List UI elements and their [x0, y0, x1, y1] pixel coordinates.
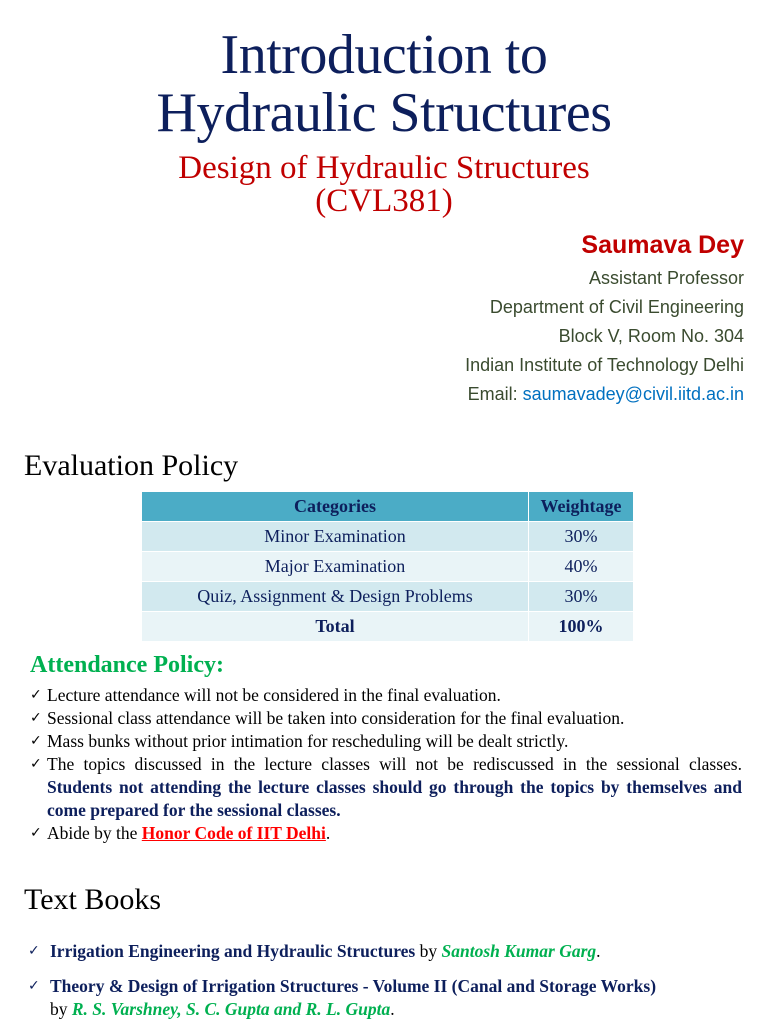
list-item	[30, 822, 742, 845]
table-row	[142, 552, 634, 582]
checkmark-icon: ✓	[30, 733, 42, 749]
weight-cell: 30%	[529, 582, 634, 612]
title-line-1: Introduction to	[220, 24, 548, 86]
weight-cell: 40%	[529, 552, 634, 582]
period-text: .	[390, 999, 395, 1019]
course-subtitle	[0, 152, 768, 218]
list-item	[28, 940, 742, 963]
column-header-categories: Categories	[142, 492, 529, 522]
period-text: .	[596, 941, 601, 961]
book-title: Theory & Design of Irrigation Structures - Volume II (Canal and Storage Works)	[50, 976, 657, 996]
list-item-text: Abide by the	[47, 823, 142, 843]
list-item	[30, 730, 742, 753]
list-item	[30, 684, 742, 707]
by-text: by	[415, 941, 442, 961]
emphasis-text: Students not attending the lecture classes should go through the topics by themselves and come prepared for the sessional classes.	[47, 777, 742, 820]
list-item	[28, 975, 742, 1021]
author-block	[465, 228, 744, 409]
email-link[interactable]: saumavadey@civil.iitd.ac.in	[522, 384, 744, 404]
checkmark-icon: ✓	[30, 825, 42, 841]
table-header-row	[142, 492, 634, 522]
subtitle-line-2: (CVL381)	[315, 183, 453, 219]
list-item-text: Sessional class attendance will be taken into consideration for the final evaluation.	[47, 708, 625, 728]
author-position: Assistant Professor	[588, 268, 744, 288]
table-row	[142, 582, 634, 612]
total-label-cell: Total	[142, 612, 529, 642]
by-text: by	[50, 999, 72, 1019]
email-label: Email:	[467, 384, 523, 404]
checkmark-icon: ✓	[30, 710, 42, 726]
author-department: Department of Civil Engineering	[489, 297, 744, 317]
author-institute: Indian Institute of Technology Delhi	[465, 355, 744, 375]
honor-code-link[interactable]: Honor Code of IIT Delhi	[141, 823, 326, 843]
table-total-row	[142, 612, 634, 642]
attendance-heading: Attendance Policy:	[30, 652, 224, 678]
checkmark-icon: ✓	[30, 756, 42, 772]
author-email-line	[465, 380, 744, 409]
evaluation-table	[141, 491, 634, 642]
list-item-text: Lecture attendance will not be considered in the final evaluation.	[47, 685, 501, 705]
author-office: Block V, Room No. 304	[558, 326, 744, 346]
checkmark-icon: ✓	[28, 943, 40, 959]
category-cell: Quiz, Assignment & Design Problems	[142, 582, 529, 612]
checkmark-icon: ✓	[28, 978, 40, 994]
list-item-text: The topics discussed in the lecture classes will not be rediscussed in the sessional classes.	[47, 754, 742, 774]
list-item	[30, 753, 742, 822]
total-weight-cell: 100%	[529, 612, 634, 642]
checkmark-icon: ✓	[30, 687, 42, 703]
textbooks-list	[28, 940, 742, 1033]
list-item	[30, 707, 742, 730]
book-title: Irrigation Engineering and Hydraulic Structures	[50, 941, 416, 961]
evaluation-heading: Evaluation Policy	[24, 449, 239, 482]
book-authors: Santosh Kumar Garg	[441, 941, 597, 961]
author-name: Saumava Dey	[581, 231, 744, 259]
subtitle-line-1: Design of Hydraulic Structures	[178, 150, 590, 186]
attendance-list	[30, 684, 742, 845]
column-header-weightage: Weightage	[529, 492, 634, 522]
list-item-text: Mass bunks without prior intimation for rescheduling will be dealt strictly.	[47, 731, 569, 751]
period-text: .	[325, 823, 331, 843]
table-row	[142, 522, 634, 552]
textbooks-heading: Text Books	[24, 883, 162, 916]
page-title	[0, 26, 768, 142]
category-cell: Major Examination	[142, 552, 529, 582]
title-line-2: Hydraulic Structures	[156, 82, 612, 144]
category-cell: Minor Examination	[142, 522, 529, 552]
book-authors: R. S. Varshney, S. C. Gupta and R. L. Gupta	[71, 999, 391, 1019]
weight-cell: 30%	[529, 522, 634, 552]
